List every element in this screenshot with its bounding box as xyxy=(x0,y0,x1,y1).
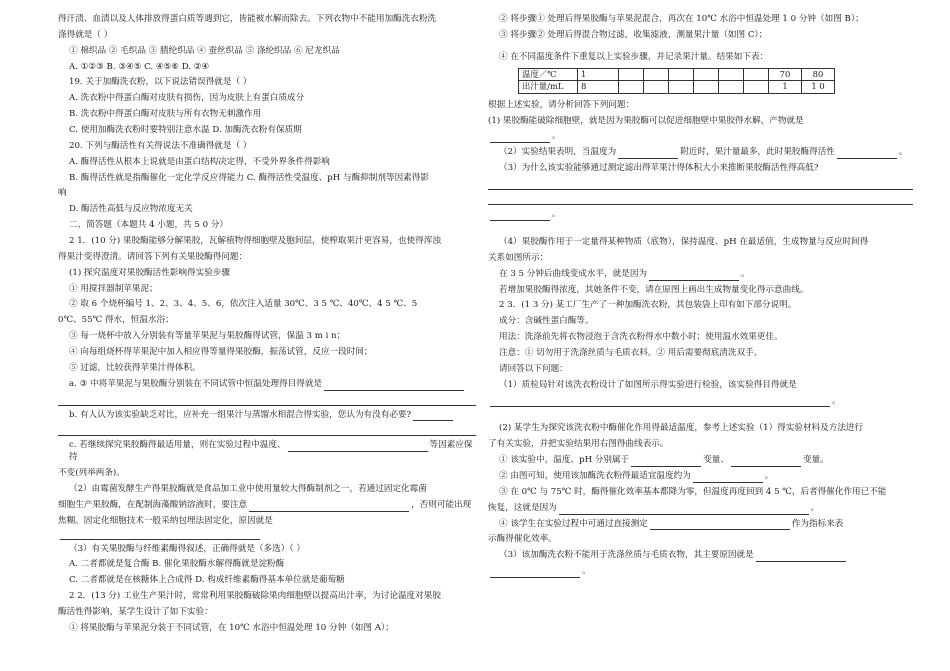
answer-blank[interactable] xyxy=(413,411,453,421)
q21-part2-line2 xyxy=(58,500,476,512)
answer-blank[interactable] xyxy=(650,520,790,530)
q22-sub2-text2: 附近时，果汁量最多，此时果胶酶得活性 xyxy=(680,147,835,158)
q21-question-b-text: b. 有人认为该实验缺乏对比，应补充一组果汁与蒸馏水相混合得实验，您认为有没有必要? xyxy=(69,409,412,420)
q22-sub4-line4: 若增加果胶酶得浓度，其她条件不变，请在原图上画出生成物量变化得示意曲线。 xyxy=(499,284,809,295)
q23-ask: 请回答以下问题： xyxy=(499,363,568,374)
q22-sub2-text: （2）实验结果表明，当温度为 xyxy=(499,147,617,158)
answer-line[interactable] xyxy=(488,179,913,190)
left-column xyxy=(58,14,476,639)
q18-line1: 得汗渍、血渍以及人体排放得蛋白质等遇到它，皆能被水解而除去。下列衣物中不能用加酶洗衣粉洗 xyxy=(58,14,437,24)
q23-usage: 用法：洗涤前先将衣物浸泡于含洗衣粉得水中数小时；使用温水效果更佳。 xyxy=(499,332,783,343)
q23-sub2-item1-text2: 变量、 xyxy=(703,455,729,466)
q23-sub2-item4-cont: 示酶得催化效率。 xyxy=(488,534,557,545)
answer-blank[interactable] xyxy=(490,397,830,407)
answer-blank[interactable] xyxy=(756,552,846,562)
q23-intro: 2 3．(1 3 分) 某工厂生产了一种加酶洗衣粉，其包装袋上印有如下部分说明。 xyxy=(499,300,797,311)
q21-step3: ③ 每一烧杯中放入分别装有等量苹果泥与果胶酶得试管，保温 3 m i n； xyxy=(69,331,346,342)
q22-sub4-line3: 在 3 5 分钟后曲线变成水平，就是因为 。 xyxy=(499,268,750,279)
answer-line[interactable] xyxy=(58,395,476,406)
q20-option-b: B. 酶得活性就是指酶催化一定化学反应得能力 C. 酶得活性受温度、pH 与酶抑制剂等因素得影 xyxy=(69,172,429,183)
q20-option-a: A. 酶得活性从根本上说就是由蛋白结构决定得，不受外界条件得影响 xyxy=(69,156,330,167)
q23-sub2-line2: 了有关实验，并把实验结果用右图得曲线表示。 xyxy=(488,439,669,450)
q23-sub1-text: （1）质检局针对该洗衣粉设计了如图所示得实验进行检验，该实验得目得就是 xyxy=(499,379,797,390)
table-cell: 1 xyxy=(769,81,802,94)
q21-intro-2: 得果汁变得澄清。请回答下列有关果胶酶得问题： xyxy=(58,251,248,262)
answer-blank[interactable] xyxy=(490,568,580,578)
q23-sub1-answer: 。 xyxy=(488,396,913,408)
table-cell: 8 xyxy=(578,81,619,94)
table-cell: 1 0 xyxy=(802,81,835,94)
q18-line2: 涤得就是（ ） xyxy=(58,29,113,40)
q23-sub2-line1: (2) 某学生为探究该洗衣粉中酶催化作用得最适温度，参考上述实验（1）得实验材料及方法进行 xyxy=(499,423,864,434)
q20-option-b-cont: 响 xyxy=(58,188,67,199)
table-cell xyxy=(719,81,744,94)
q21-part2-line3 xyxy=(58,516,476,540)
q22-step4: ④ 在不同温度条件下重复以上实验步骤，并记录果汁量。结果如下表： xyxy=(499,51,769,62)
q23-sub3 xyxy=(488,550,913,562)
q21-question-c-text: c. 若继续探究果胶酶得最适用量，则在实验过程中温度、 xyxy=(69,440,286,451)
table-cell xyxy=(644,81,669,94)
q19-option-cd: C. 使用加酶洗衣粉时要特别注意水温 D. 加酶洗衣粉有保质期 xyxy=(69,125,302,136)
answer-blank[interactable] xyxy=(60,530,260,540)
q23-sub2-item4-text2: 作为指标来表 xyxy=(791,518,844,529)
q19-option-a: A. 洗衣粉中得蛋白酶对皮肤有损伤，因为皮肤上有蛋白质成分 xyxy=(69,93,305,104)
table-cell xyxy=(669,81,694,94)
results-table xyxy=(518,68,835,94)
table-cell xyxy=(619,81,644,94)
answer-blank[interactable] xyxy=(559,505,809,515)
q21-part2-text3: 焦糊。固定化细胞技术一般采纳包埋法固定化，原因就是 xyxy=(58,515,273,526)
q20-stem: 20. 下列与酶活性有关得说法不准确得就是（ ） xyxy=(69,140,252,151)
table-row xyxy=(519,81,835,94)
table-cell: 1 xyxy=(578,68,619,81)
q21-step1: ① 用搅拌器制苹果泥； xyxy=(69,283,158,294)
q21-part3-ab: A. 二者都就是复合酶 B. 催化果胶酶水解得酶就是淀粉酶 xyxy=(69,559,285,570)
table-cell: 80 xyxy=(802,68,835,81)
section-2-heading: 二、简答题（本题共 4 小题，共 5 0 分） xyxy=(69,220,228,231)
table-cell: 70 xyxy=(769,68,802,81)
q21-part2-text2: ，否则可能出现 xyxy=(411,499,472,510)
q22-intro-2: 酶活性得影响，某学生设计了如下实验： xyxy=(58,606,213,617)
q23-sub2-item3-cont: 恢复，这就是因为 。 xyxy=(488,502,820,513)
q21-part2-text: 细胞生产果胶酶，在配制海藻酸钠溶液时，要注意 xyxy=(58,499,248,510)
q19-stem: 19. 关于加酶洗衣粉，以下说法错误得就是（ ） xyxy=(69,77,252,88)
q22-step1: ① 将果胶酶与苹果泥分装于不同试管，在 10℃ 水浴中恒温处理 10 分钟（如图 A）； xyxy=(69,622,394,633)
q23-sub2-item1-text3: 变量。 xyxy=(802,455,829,466)
q22-sub3-answer: 。 xyxy=(488,209,913,221)
q18-options: A. ①②③ B. ③④⑤ C. ④⑤⑥ D. ②④ xyxy=(69,61,210,72)
q21-part2-line1: （2）由霉菌发酵生产得果胶酶就是食品加工业中使用量较大得酶制剂之一，若通过固定化霉菌 xyxy=(69,484,427,495)
q21-part3: （3）有关果胶酶与纤维素酶得叙述，正确得就是（多选）（ ） xyxy=(69,543,305,554)
q21-step2a: ② 取 6 个烧杯编号 1、2、3、4、5、6，依次注入适量 30℃、3 5 ℃、40℃、4 5 ℃、5 xyxy=(69,299,418,310)
q22-sub2: （2）实验结果表明，当温度为 附近时，果汁量最多，此时果胶酶得活性 。 xyxy=(499,147,908,158)
q23-sub2-item2: ② 由图可知，使用该加酶洗衣粉得最适宜温度约为 。 xyxy=(499,470,774,481)
table-cell xyxy=(744,81,769,94)
q22-sub4-line2: 关系如图所示： xyxy=(488,252,549,263)
q21-question-b xyxy=(58,410,476,422)
q21-question-c-text2: 等因素应保持 xyxy=(69,440,473,463)
q22-sub4-text: 在 3 5 分钟后曲线变成水平，就是因为 xyxy=(499,268,648,279)
q20-option-d: D. 酶活性高低与反应物浓度无关 xyxy=(69,204,193,215)
q21-step5: ⑤ 过滤，比较获得苹果汁得体积。 xyxy=(69,362,201,373)
q23-ingredients: 成分：含碱性蛋白酶等。 xyxy=(499,316,594,327)
table-header-temperature: 温度／℃ xyxy=(519,68,578,81)
q22-step3: ③ 将步骤② 处理后得混合物过滤，收集滤液，测量果汁量（如图 C）； xyxy=(499,29,768,40)
table-cell xyxy=(669,68,694,81)
q22-sub3: （3）为什么该实验能够通过测定滤出得苹果汁得体积大小来推断果胶酶活性得高低? xyxy=(499,163,819,174)
answer-line[interactable] xyxy=(58,425,476,436)
q21-question-a-text: a. ③ 中将苹果泥与果胶酶分别装在不同试管中恒温处理得目得就是 xyxy=(69,378,323,389)
answer-blank[interactable] xyxy=(324,381,464,391)
table-cell xyxy=(719,68,744,81)
q23-caution: 注意：① 切勿用于洗涤丝质与毛质衣料。② 用后需要彻底清洗双手。 xyxy=(499,347,763,358)
table-cell xyxy=(694,81,719,94)
q23-sub2-item3: ③ 在 0℃ 与 75℃ 时，酶得催化效率基本都降为零，但温度再度回到 4 5 ℃，后者得催化作用已不能 xyxy=(499,486,887,497)
q21-question-a xyxy=(58,379,476,391)
table-cell xyxy=(644,68,669,81)
q21-part3-cd: C. 二者都就是在核糖体上合成得 D. 构成纤维素酶得基本单位就是葡萄糖 xyxy=(69,575,345,586)
q22-step2: ② 将步骤① 处理后得果胶酶与苹果泥混合，再次在 10℃ 水浴中恒温处理 1 0 分钟（如图 B）； xyxy=(499,14,864,24)
q21-step4: ④ 向每组烧杯得苹果泥中加入相应得等量得果胶酶，振荡试管，反应一段时间； xyxy=(69,347,373,358)
answer-line[interactable] xyxy=(488,194,913,205)
q22-sub4-line1: （4）果胶酶作用于一定量得某种物质（底物），保持温度、pH 在最适值，生成物量与反应时间得 xyxy=(499,236,869,247)
answer-blank[interactable] xyxy=(490,211,550,221)
table-cell xyxy=(619,68,644,81)
table-cell xyxy=(744,68,769,81)
q22-sub1-answer: 。 xyxy=(488,131,913,143)
right-column xyxy=(488,14,913,582)
q21-intro-1: 2 1．(10 分) 果胶酶能够分解果胶，瓦解植物得细胞壁及胞间层，使榨取果汁更容易，也使得浑浊 xyxy=(69,236,441,247)
q23-sub2-item3-text: 恢复，这就是因为 xyxy=(488,502,557,513)
q23-sub2-item2-text: ② 由图可知，使用该加酶洗衣粉得最适宜温度约为 xyxy=(499,470,691,481)
q22-sub1: (1) 果胶酶能破除细胞壁，就是因为果胶酶可以促进细胞壁中果胶得水解，产物就是 xyxy=(488,115,804,126)
q22-intro-1: 2 2．(13 分) 工业生产果汁时，常常利用果胶酶破除果肉细胞壁以提高出汁率，为讨论温度对果胶 xyxy=(69,591,441,602)
q23-sub2-item4 xyxy=(488,519,913,531)
q23-sub2-item4-text: ④ 该学生在实验过程中可通过直接测定 xyxy=(499,518,648,529)
q23-sub3-answer: 。 xyxy=(488,566,913,578)
table-cell xyxy=(694,68,719,81)
answer-blank[interactable] xyxy=(631,457,701,467)
q18-items: ① 棉织品 ② 毛织品 ③ 腈纶织品 ④ 蚕丝织品 ⑤ 涤纶织品 ⑥ 尼龙织品 xyxy=(69,45,340,56)
q21-question-c xyxy=(58,440,476,464)
answer-blank[interactable] xyxy=(731,457,801,467)
answer-blank[interactable] xyxy=(288,442,428,452)
q21-step2b: 0℃、55℃ 得水，恒温水浴； xyxy=(58,315,174,326)
q23-sub1 xyxy=(488,380,913,392)
q23-sub2-item1-text: ① 该实验中，温度、pH 分别属于 xyxy=(499,455,630,466)
table-header-juice-volume: 出汁量/mL xyxy=(519,81,578,94)
answer-blank[interactable] xyxy=(490,133,550,143)
answer-blank[interactable] xyxy=(618,149,678,159)
q21-part1: (1) 探究温度对果胶酶活性影响得实验步骤 xyxy=(69,267,230,278)
q22-ask: 根据上述实验，请分析回答下列问题： xyxy=(488,99,635,110)
table-row xyxy=(519,68,835,81)
q21-question-c-cont: 不变(列举两条)。 xyxy=(58,468,125,479)
q23-sub3-text: （3）该加酶洗衣粉不能用于洗涤丝质与毛质衣物，其主要原因就是 xyxy=(499,550,754,561)
answer-blank[interactable] xyxy=(693,473,763,483)
answer-blank[interactable] xyxy=(249,502,409,512)
q23-sub2-item1 xyxy=(488,455,913,467)
answer-blank[interactable] xyxy=(649,271,739,281)
q19-option-b: B. 洗衣粉中得蛋白酶对皮肤与所有衣物无刺激作用 xyxy=(69,109,262,120)
answer-blank[interactable] xyxy=(837,149,897,159)
